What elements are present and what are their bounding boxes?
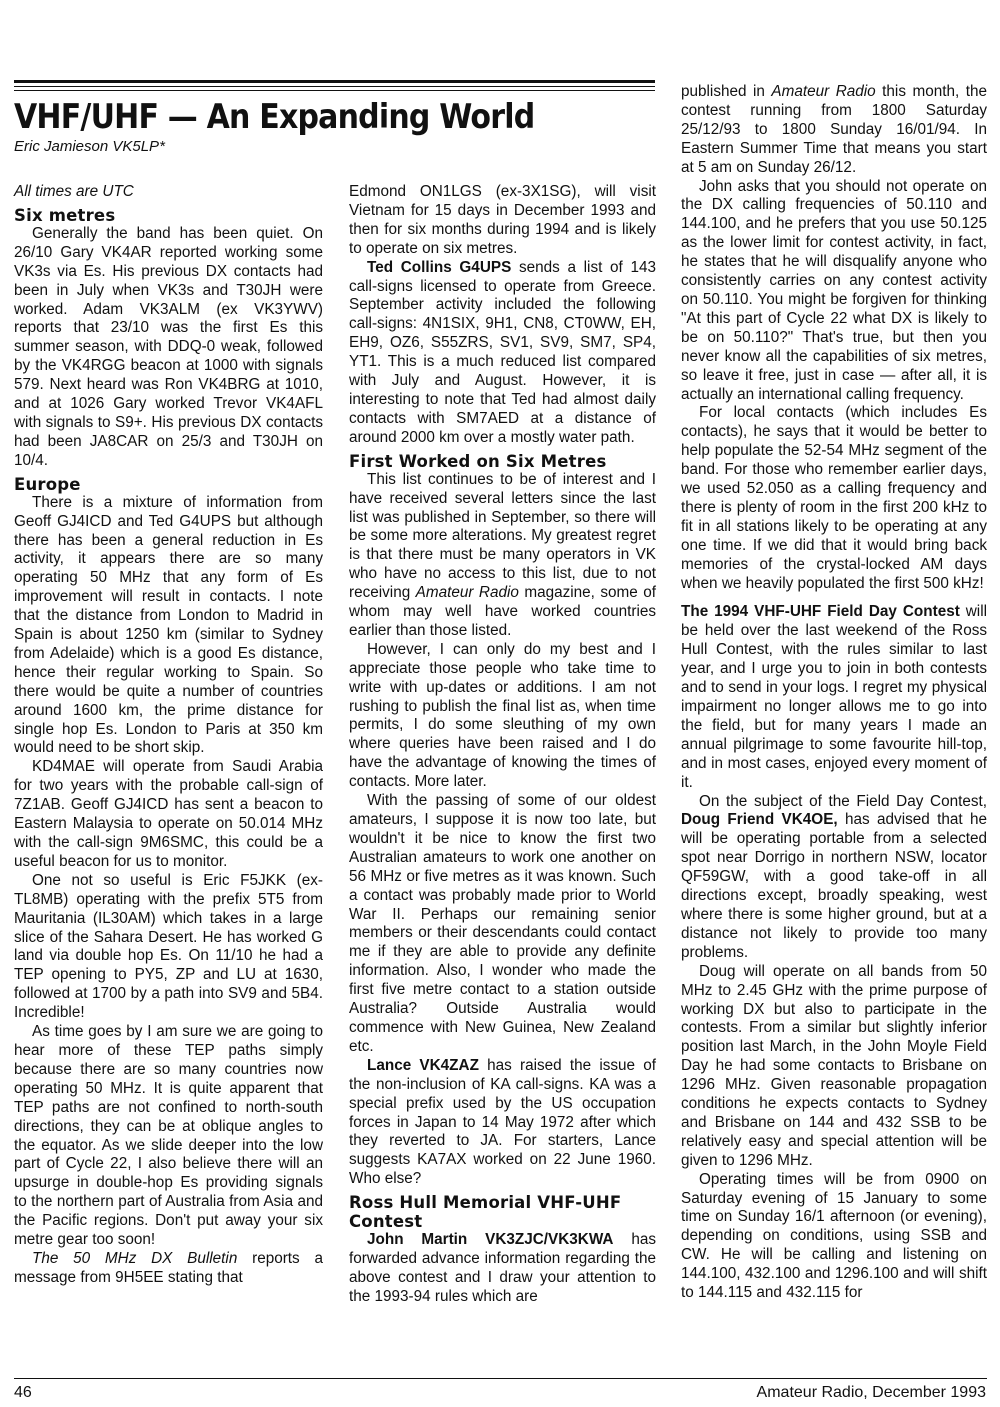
top-rule-thin bbox=[14, 86, 655, 87]
heading-ross-hull: Ross Hull Memorial VHF-UHF Contest bbox=[349, 1193, 622, 1232]
article-author: Eric Jamieson VK5LP* bbox=[14, 138, 165, 155]
paragraph: With the passing of some of our oldest amateurs, I suppose it is now too late, but wouldn't it be nice to know the first two Australian amateurs to work one another on 56 MHz or five metres as it was known. Such a contact was probably made prior to World War II. Perhaps our remaining senior members or their descendants could contact me if they are able to provide any definite information. Also, I wonder who made the first five metre contact to a station outside Australia? Outside Australia would commence with New Guinea, New Zealand etc. bbox=[349, 792, 656, 1055]
paragraph: published in Amateur Radio this month, the contest running from 1800 Saturday 25/12/93 to 1800 Sunday 16/01/94. In Eastern Summer Time that means you start at 5 am on Sunday 26/12. bbox=[681, 83, 987, 176]
paragraph: Generally the band has been quiet. On 26/10 Gary VK4AR reported working some VK3s via Es. His previous DX contacts had been in July when VK3s and T30JH were worked. Adam VK3ALM (ex VK3YWV) reports that 23/10 was the first Es this summer season, with DDQ-0 weak, followed by the VK4RGG beacon at 1000 with signals 579. Next heard was Ron VK4BRG at 1010, and at 1026 Gary worked Trevor VK4AFL with signals to S9+. His previous DX contacts had been JA8CAR on 25/3 and T30JH on 10/4. bbox=[14, 224, 323, 469]
column-1 bbox=[14, 183, 323, 1407]
paragraph: John asks that you should not operate on the DX calling frequencies of 50.110 and 144.100, and he prefers that you use 50.125 as the lower limit for contest activity, in fact, he states that he will disqualify anyone who consistently carries on any contest activity on 50.110. You might be forgiven for thinking "At this part of Cycle 22 what DX is likely to be on 50.110?" That's true, but then you never know all the capabilities of six metres, so leave it free, just in case — after all, it is actually an international calling frequency. bbox=[681, 177, 987, 403]
page-number: 46 bbox=[14, 1384, 32, 1401]
paragraph: This list continues to be of interest and I have received several letters since the last list was published in September, so there will be some more alterations. My greatest regret is that there must be many operators in VK who have no access to this list, due to not receiving Amateur Radio magazine, some of whom may well have worked countries earlier than those listed. bbox=[349, 470, 656, 639]
paragraph: John Martin VK3ZJC/VK3KWA has forwarded advance information regarding the above contest and I draw your attention to the 1993-94 rules which are bbox=[349, 1231, 656, 1305]
paragraph: One not so useful is Eric F5JKK (ex-TL8MB) operating with the prefix 5T5 from Mauritania (IL30AM) which takes in a large slice of the Sahara Desert. He has worked G land via double hop Es. On 11/10 he had a TEP opening to PY5, ZP and LU at 1630, followed at 1700 by a path into SV9 and 5B4. Incredible! bbox=[14, 871, 323, 1022]
paragraph: Operating times will be from 0900 on Saturday evening of 15 January to some time on Sunday 16/1 afternoon (or evening), depending on conditions, using SSB and CW. He will be calling and listening on 144.100, 432.100 and 1296.100 and will shift to 144.115 and 432.115 for bbox=[681, 1170, 987, 1302]
article-title: VHF/UHF — An Expanding World bbox=[14, 98, 535, 138]
paragraph: Lance VK4ZAZ has raised the issue of the non-inclusion of KA call-signs. KA was a special prefix used by the US occupation forces in Japan to 14 May 1972 after which they reverted to JA. For starters, Lance suggests KA7AX worked on 22 June 1960. Who else? bbox=[349, 1056, 657, 1188]
heading-europe: Europe bbox=[14, 474, 81, 494]
paragraph: The 50 MHz DX Bulletin reports a message from 9H5EE stating that bbox=[14, 1249, 323, 1286]
paragraph: For local contacts (which includes Es contacts), he says that it would be better to help populate the 52-54 MHz segment of the band. For those who remember earlier days, we used 52.050 as a calling frequency and there is plenty of room in the first 200 kHz to fit in all stations likely to be operating at any one time. If we did that it would bring back memories of the crystal-locked AM days when we heavily populated the first 500 kHz! bbox=[681, 404, 987, 592]
top-rule-thick bbox=[14, 80, 655, 83]
times-note: All times are UTC bbox=[14, 183, 134, 200]
column-3 bbox=[681, 83, 987, 1407]
paragraph: On the subject of the Field Day Contest, Doug Friend VK4OE, has advised that he will be operating portable from a selected spot near Dorrigo in northern NSW, locator QF59GW, with a good take-off in all directions except, broadly speaking, west where there is some higher ground, but at a distance not likely to provide too many problems. bbox=[681, 792, 988, 961]
heading-six-metres: Six metres bbox=[14, 205, 116, 225]
paragraph: However, I can only do my best and I appreciate those people who take time to write with up-dates or additions. I am not rushing to publish the final list as, when time permits, I do some sleuthing of my own where queries have been raised and I do have the advantage of knowing the times of contacts. More later. bbox=[349, 640, 656, 791]
paragraph: There is a mixture of information from Geoff GJ4ICD and Ted G4UPS but although there has been a general reduction in Es activity, it appears there are so many operating 50 MHz that any form of Es improvement will result in contacts. I note that the distance from London to Madrid in Spain is about 1250 km (similar to Sydney from Adelaide) which is a good Es distance, hence their regular working to Spain. So there would be quite a number of countries around 1600 km, the prime distance for single hop Es. London to Paris at 350 km would need to be short skip. bbox=[14, 493, 323, 757]
paragraph: Edmond ON1LGS (ex-3X1SG), will visit Vietnam for 15 days in December 1993 and then for six months during 1994 and is likely to operate on six metres. bbox=[349, 183, 656, 257]
top-rule-thin-2 bbox=[14, 90, 655, 91]
heading-first-worked: First Worked on Six Metres bbox=[349, 451, 607, 471]
column-2 bbox=[349, 183, 656, 1407]
paragraph: Ted Collins G4UPS sends a list of 143 call-signs licensed to operate from Greece. September activity included the following call-signs: 4N1SIX, 9H1, CN8, CT0WW, EH, EH9, OZ6, S55ZRS, SV1, SV9, SM7, SP4, YT1. This is a much reduced list compared with July and August. However, it is interesting to note that Ted had almost daily contacts with SM7AED at a distance of around 2000 km over a mostly water path. bbox=[349, 258, 656, 446]
footer-rule bbox=[14, 1378, 987, 1379]
paragraph: The 1994 VHF-UHF Field Day Contest will be held over the last weekend of the Ross Hull Contest, with the rules similar to last year, and I urge you to join in both contests and to send in your logs. I regret my physical impairment no longer allows me to go into the field, but for many years I made an annual pilgrimage to some favourite hill-top, and in most cases, enjoyed every moment of it. bbox=[681, 603, 988, 791]
paragraph: Doug will operate on all bands from 50 MHz to 2.45 GHz with the prime purpose of working DX but also to participate in the contests. From a similar but slightly inferior position last March, in the John Moyle Field Day he had some contacts to Brisbane on 1296 MHz. Given reasonable propagation conditions he expects contacts to Sydney and Brisbane on 144 and 432 SSB to be relatively easy and special attention will be given to 1296 MHz. bbox=[681, 962, 987, 1169]
paragraph: KD4MAE will operate from Saudi Arabia for two years with the probable call-sign of 7Z1AB. Geoff GJ4ICD has sent a beacon to Eastern Malaysia to operate on 50.014 MHz with the call-sign 9M6SMC, this could be a useful beacon for us to monitor. bbox=[14, 758, 323, 870]
publication-footer: Amateur Radio, December 1993 bbox=[756, 1384, 986, 1401]
paragraph: As time goes by I am sure we are going to hear more of these TEP paths simply because there are so many countries now operating 50 MHz. It is quite apparent that TEP paths are not confined to north-south directions, they can be at oblique angles to the equator. As we slide deeper into the low part of Cycle 22, I also believe there will an upsurge in double-hop Es providing signals to the northern part of Australia from Asia and the Pacific regions. Don't put away your six metre gear too soon! bbox=[14, 1023, 323, 1249]
